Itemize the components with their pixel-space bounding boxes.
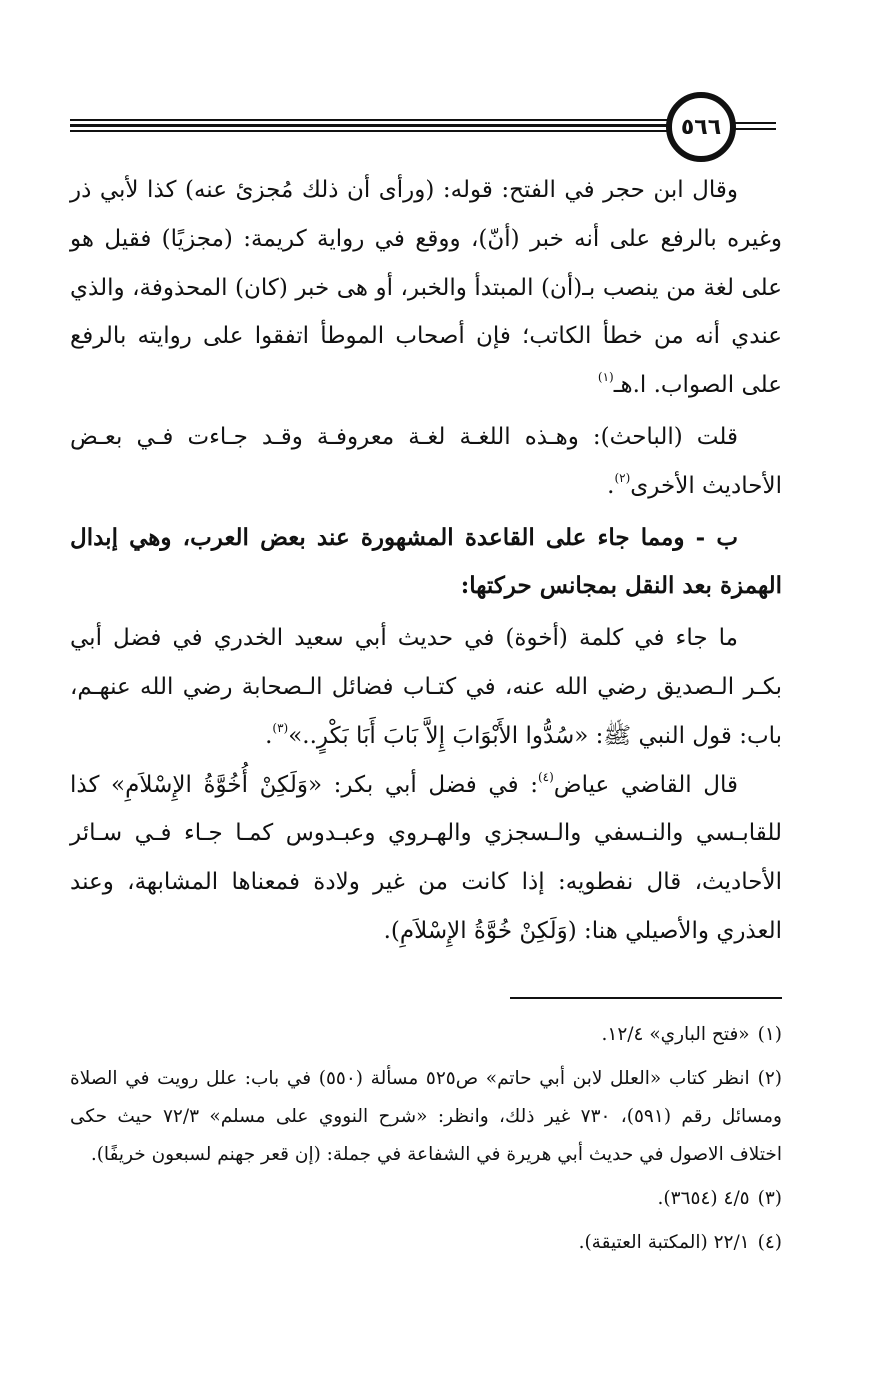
footnote-ref-4[interactable]: (٤) (537, 769, 554, 784)
main-text (70, 166, 782, 956)
footnote-text: «فتح الباري» ١٢/٤. (601, 1024, 750, 1045)
footnote-separator (510, 997, 782, 999)
footnote-2 (70, 1060, 782, 1174)
page-number-badge (666, 92, 736, 162)
footnote-number: (١) (757, 1024, 782, 1045)
header-rule-right-1 (732, 122, 776, 124)
paragraph-researcher: قلت (الباحث): وهـذه اللغـة لغـة معروفـة وقـد جـاءت فـي بعـض الأحاديث الأخرى$^{(٢)}$. (70, 423, 782, 499)
footnote-ref-1[interactable]: (١) (597, 370, 614, 385)
page-number: ٥٦٦ (680, 114, 722, 140)
footnotes (70, 1016, 782, 1262)
footnote-ref-2[interactable]: (٢) (614, 470, 631, 485)
footnote-text: ٤/٥ (٣٦٥٤). (657, 1188, 750, 1209)
header-rule-left-3 (70, 130, 670, 132)
paragraph-akhuwwa: ما جاء في كلمة (أخوة) في حديث أبي سعيد الخدري في فضل أبي بكـر الـصديق رضي الله عنه، في كتـاب فضائل الـصحابة رضي الله عنهـم، باب: قول النبي ﷺ: «سُدُّوا الأَبْوَابَ إِلاَّ بَابَ أَبَا بَكْرٍ..»$^{(٣)}$. (70, 625, 782, 749)
footnote-text: انظر كتاب «العلل لابن أبي حاتم» ص٥٢٥ مسألة (٥٥٠) في باب: علل رويت في الصلاة ومسائل رقم (٥٩١)، ٧٣٠ غير ذلك، وانظر: «شرح النووي على مسلم» ٧٢/٣ حيث حكى اختلاف الاصول في حديث أبي هريرة في الشفاعة في جملة: (إن قعر جهنم لسبعون خريفًا). (70, 1068, 782, 1165)
footnote-ref-3[interactable]: (٣) (272, 720, 289, 735)
footnote-3 (70, 1180, 782, 1218)
paragraph-qadi-iyad: قال القاضي عياض$^{(٤)}$: في فضل أبي بكر: «وَلَكِنْ أُخُوَّةُ الإِسْلاَمِ» كذا للقابـسي والنـسفي والـسجزي والهـروي وعبـدوس كمـا جـاء فـي سـائر الأحاديث، قال نفطويه: إذا كانت من غير ولادة فمعناها المشابهة، وعند العذري والأصيلي هنا: (وَلَكِنْ خُوَّةُ الإِسْلاَمِ). (70, 769, 782, 944)
footnote-1 (70, 1016, 782, 1054)
footnote-text: ٢٢/١ (المكتبة العتيقة). (578, 1232, 750, 1253)
section-heading-b: ب - ومما جاء على القاعدة المشهورة عند بعض العرب، وهي إبدال الهمزة بعد النقل بمجانس حركتها: (70, 523, 782, 600)
header-rule-left-1 (70, 119, 670, 121)
footnote-4 (70, 1224, 782, 1262)
header-rule-left-2 (70, 124, 670, 127)
header-rule-right-2 (732, 128, 776, 130)
paragraph-ibn-hajar: وقال ابن حجر في الفتح: قوله: (ورأى أن ذلك مُجزئ عنه) كذا لأبي ذر وغيره بالرفع على أنه خبر (أنّ)، ووقع في رواية كريمة: (مجزيًا) فقيل هو على لغة من ينصب بـ(أن) المبتدأ والخبر، أو هى خبر (كان) المحذوفة، والذي عندي أنه من خطأ الكاتب؛ فإن أصحاب الموطأ اتفقوا على روايته بالرفع على الصواب. ا.هـ$^{(١)}$ (70, 177, 782, 399)
footnote-number: (٢) (757, 1068, 782, 1089)
footnote-number: (٤) (757, 1232, 782, 1253)
footnote-number: (٣) (757, 1188, 782, 1209)
